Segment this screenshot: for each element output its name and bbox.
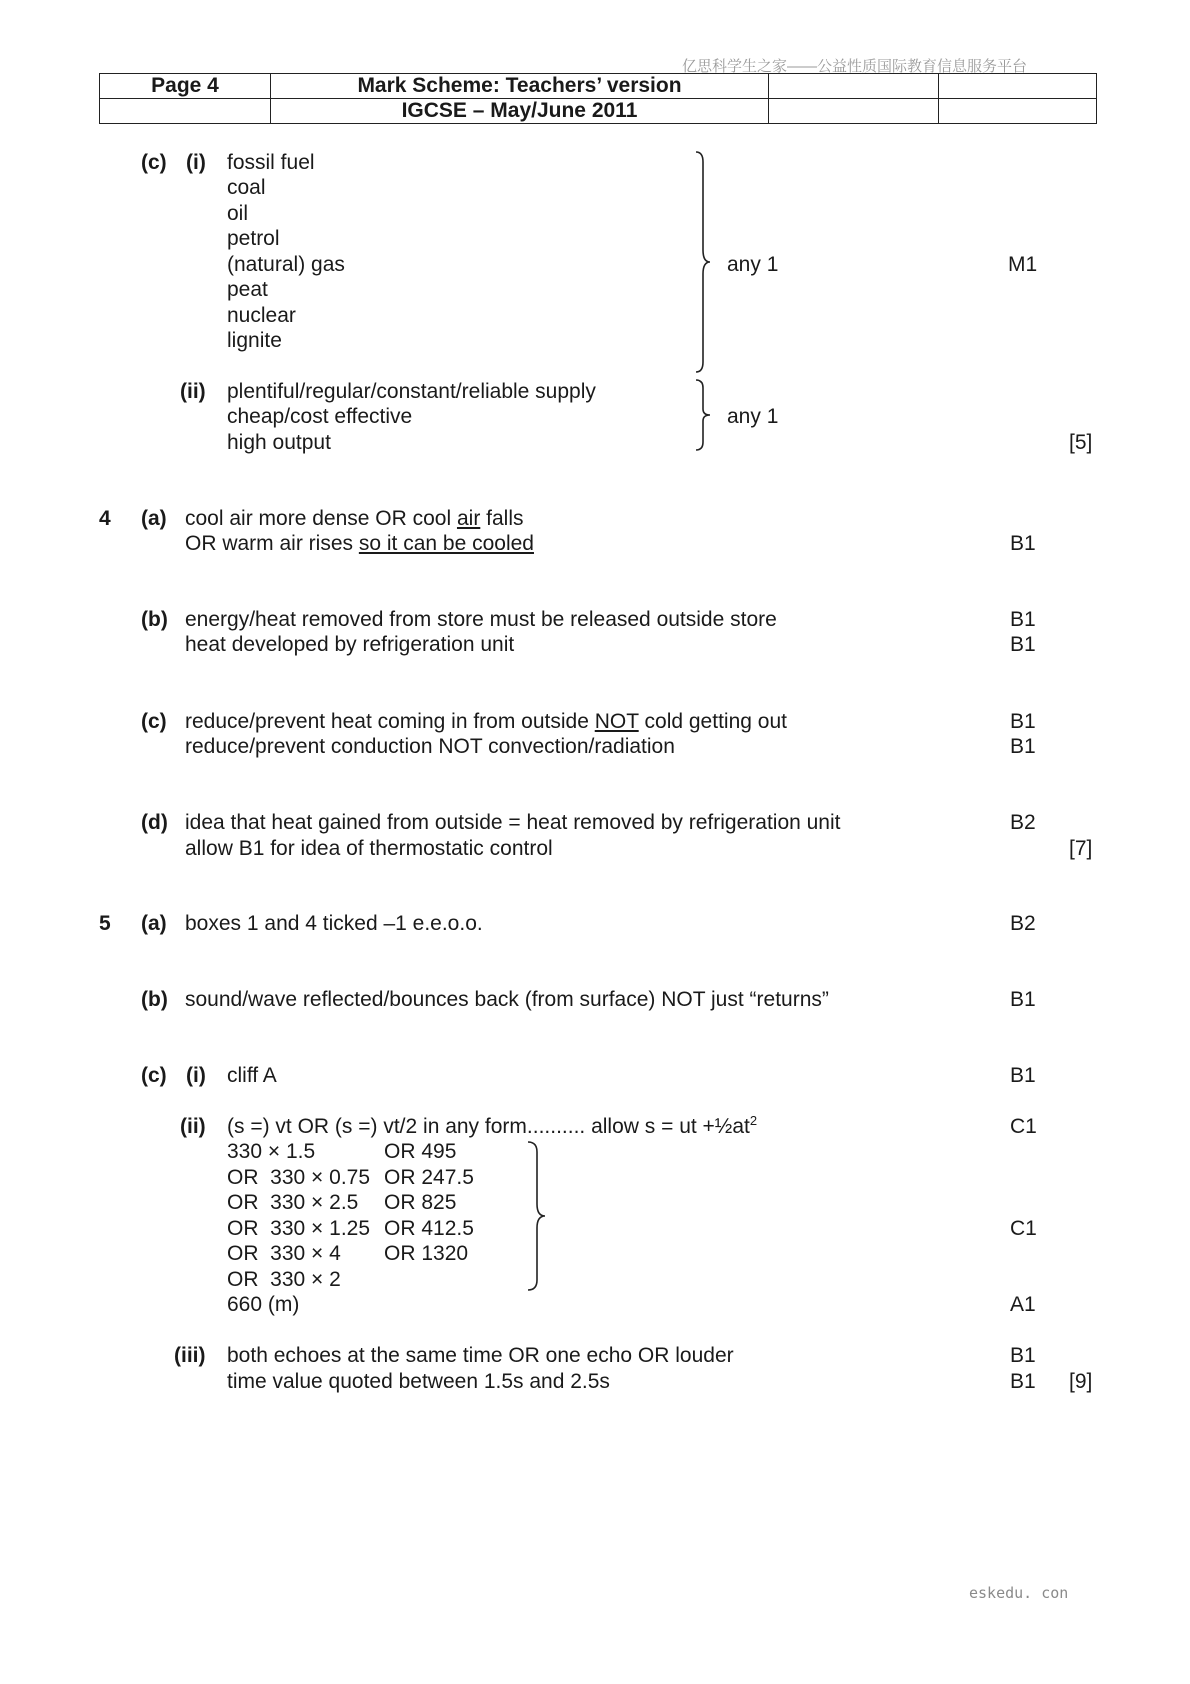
q4b-label: (b)	[141, 608, 168, 631]
calc-alt: OR 495	[384, 1140, 457, 1163]
q4a-line1	[185, 506, 524, 532]
calc-expression: 330 × 4	[270, 1242, 341, 1265]
q4a-mark: B1	[1010, 532, 1036, 555]
q3c-ii-label: (ii)	[180, 380, 206, 403]
q5c-iii-line: time value quoted between 1.5s and 2.5s	[227, 1370, 610, 1393]
calc-row	[227, 1216, 370, 1242]
q4c-mark: B1	[1010, 735, 1036, 758]
watermark-bottom: eskedu. con	[969, 1584, 1069, 1602]
text-run: reduce/prevent heat coming in from outside	[185, 710, 595, 733]
calc-alt: OR 1320	[384, 1242, 469, 1265]
q3c-ii-note: any 1	[727, 405, 779, 428]
underlined-text: NOT	[594, 710, 639, 733]
q4-total: [7]	[1069, 837, 1093, 860]
calc-or: OR	[227, 1217, 259, 1240]
header-page: Page 4	[100, 74, 271, 99]
q3c-i-note: any 1	[727, 253, 779, 276]
q5c-i-label: (i)	[186, 1064, 206, 1087]
q5c-label: (c)	[141, 1064, 167, 1087]
calc-row	[227, 1190, 358, 1216]
q4c-label: (c)	[141, 710, 167, 733]
q5c-ii-mark1: C1	[1010, 1115, 1037, 1138]
calc-alt: OR 825	[384, 1191, 457, 1214]
q5c-ii-answer: 660 (m)	[227, 1293, 300, 1316]
q4d-mark: B2	[1010, 811, 1036, 834]
calc-or: OR	[227, 1268, 259, 1291]
q5c-ii-mark2: C1	[1010, 1217, 1037, 1240]
q5c-iii-label: (iii)	[174, 1344, 206, 1367]
text-run: cold getting out	[638, 710, 787, 733]
header-empty-5	[939, 99, 1097, 124]
calc-row	[227, 1241, 341, 1267]
q3-total: [5]	[1069, 431, 1093, 454]
q3c-ii-item: cheap/cost effective	[227, 405, 413, 428]
q4c-line2: reduce/prevent conduction NOT convection/radiation	[185, 735, 675, 758]
calc-expression: 330 × 2	[270, 1268, 341, 1291]
q5c-ii-label: (ii)	[180, 1115, 206, 1138]
brace-icon	[526, 1140, 550, 1292]
q4d-label: (d)	[141, 811, 168, 834]
calc-row	[227, 1139, 315, 1165]
text-run: OR warm air rises	[185, 532, 359, 555]
underlined-text: air	[456, 507, 481, 530]
text-run: cool air more dense OR cool	[185, 507, 457, 530]
calc-row	[227, 1267, 341, 1293]
calc-expression: 330 × 2.5	[270, 1191, 359, 1214]
calc-alt: OR 247.5	[384, 1166, 474, 1189]
q5b-label: (b)	[141, 988, 168, 1011]
q3c-ii-item: high output	[227, 431, 331, 454]
header-table	[99, 73, 1097, 124]
header-empty-3	[100, 99, 271, 124]
q4a-line2	[185, 531, 534, 557]
q3c-i-item: nuclear	[227, 304, 296, 327]
header-empty-4	[769, 99, 939, 124]
q4b-line: heat developed by refrigeration unit	[185, 633, 515, 656]
header-empty-2	[939, 74, 1097, 99]
superscript: 2	[749, 1113, 758, 1128]
calc-or: OR	[227, 1242, 259, 1265]
q5c-iii-line: both echoes at the same time OR one echo OR louder	[227, 1344, 734, 1367]
q3c-i-item: peat	[227, 278, 268, 301]
q4-number: 4	[99, 507, 111, 530]
calc-row	[227, 1165, 370, 1191]
q4d-line: allow B1 for idea of thermostatic control	[185, 837, 553, 860]
q3c-i-mark: M1	[1008, 253, 1038, 276]
calc-alt: OR 412.5	[384, 1217, 474, 1240]
q3c-ii-item: plentiful/regular/constant/reliable supply	[227, 380, 596, 403]
watermark-top: 亿思科学生之家——公益性质国际教育信息服务平台	[682, 58, 1028, 75]
q5b-mark: B1	[1010, 988, 1036, 1011]
q5c-iii-mark: B1	[1010, 1344, 1036, 1367]
q3c-i-item: (natural) gas	[227, 253, 345, 276]
q3c-i-item: lignite	[227, 329, 282, 352]
q5c-ii-line1	[227, 1114, 757, 1140]
q3c-i-label: (i)	[186, 151, 206, 174]
q3c-i-item: fossil fuel	[227, 151, 315, 174]
q4c-mark: B1	[1010, 710, 1036, 733]
q5c-i-mark: B1	[1010, 1064, 1036, 1087]
q5-number: 5	[99, 912, 111, 935]
q3c-i-item: petrol	[227, 227, 280, 250]
q3c-i-item: oil	[227, 202, 249, 225]
q5a-label: (a)	[141, 912, 167, 935]
q4b-mark: B1	[1010, 608, 1036, 631]
brace-icon	[694, 378, 714, 452]
header-empty-1	[769, 74, 939, 99]
q4b-mark: B1	[1010, 633, 1036, 656]
q5c-iii-mark: B1	[1010, 1370, 1036, 1393]
calc-or: OR	[227, 1166, 259, 1189]
q5c-i-text: cliff A	[227, 1064, 277, 1087]
q4b-line: energy/heat removed from store must be released outside store	[185, 608, 777, 631]
underlined-text: so it can be cooled	[358, 532, 534, 555]
q5a-text: boxes 1 and 4 ticked –1 e.e.o.o.	[185, 912, 483, 935]
q5-total: [9]	[1069, 1370, 1093, 1393]
q3c-i-item: coal	[227, 176, 266, 199]
header-subtitle: IGCSE – May/June 2011	[271, 99, 769, 124]
calc-expression: 330 × 0.75	[270, 1166, 371, 1189]
calc-expression: 330 × 1.25	[270, 1217, 371, 1240]
text-run: falls	[480, 507, 524, 530]
q5a-mark: B2	[1010, 912, 1036, 935]
header-title: Mark Scheme: Teachers’ version	[271, 74, 769, 99]
q4a-label: (a)	[141, 507, 167, 530]
q3c-label: (c)	[141, 151, 167, 174]
q4d-line: idea that heat gained from outside = heat removed by refrigeration unit	[185, 811, 841, 834]
q4c-line1	[185, 709, 787, 735]
q5c-ii-mark3: A1	[1010, 1293, 1036, 1316]
calc-expression: 330 × 1.5	[227, 1140, 316, 1163]
q5b-text: sound/wave reflected/bounces back (from surface) NOT just “returns”	[185, 988, 829, 1011]
brace-icon	[694, 150, 714, 374]
calc-or: OR	[227, 1191, 259, 1214]
text-run: (s =) vt OR (s =) vt/2 in any form.......... allow s = ut +½at	[227, 1115, 750, 1138]
